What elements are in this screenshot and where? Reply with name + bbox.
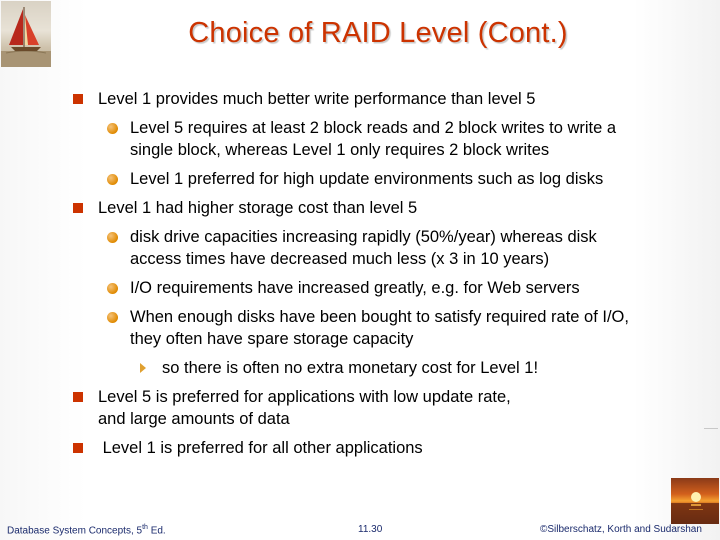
square-bullet-icon: [73, 203, 83, 213]
round-bullet-icon: [107, 312, 118, 323]
slide-title: Choice of RAID Level (Cont.): [188, 17, 568, 49]
bullet-level-2: [130, 306, 629, 350]
square-bullet-icon: [73, 94, 83, 104]
bullet-level-3: so there is often no extra monetary cost for Level 1!: [162, 359, 539, 377]
bullet-line: disk drive capacities increasing rapidly (50%/year) whereas disk: [130, 228, 597, 246]
footer-slide-number: 11.30: [358, 524, 383, 535]
footer-book-title: [7, 524, 166, 536]
edge-divider: [704, 428, 718, 429]
footer-superscript: th: [142, 524, 148, 531]
bullet-line: Level 5 is preferred for applications with low update rate,: [98, 388, 511, 406]
round-bullet-icon: [107, 283, 118, 294]
footer-book-text: Database System Concepts, 5: [7, 525, 143, 537]
bullet-line: Level 5 requires at least 2 block reads and 2 block writes to write a: [130, 119, 617, 137]
footer-book-edition: Ed.: [147, 525, 166, 537]
bullet-level-1: Level 1 had higher storage cost than level 5: [98, 199, 418, 217]
bullet-line: When enough disks have been bought to satisfy required rate of I/O,: [130, 308, 629, 326]
bullet-line: single block, whereas Level 1 only requires 2 block writes: [130, 141, 550, 159]
bullet-level-2: [130, 117, 616, 161]
bullet-line: they often have spare storage capacity: [130, 330, 414, 348]
bullet-level-1: Level 1 provides much better write performance than level 5: [98, 90, 536, 108]
arrow-bullet-icon: [140, 363, 146, 373]
bullet-level-1: Level 1 is preferred for all other applications: [98, 439, 423, 457]
bullet-line: access times have decreased much less (x 3 in 10 years): [130, 250, 550, 268]
bullet-line: and large amounts of data: [98, 410, 290, 428]
bullet-level-1: [98, 386, 511, 430]
bullet-level-2: [130, 226, 597, 270]
square-bullet-icon: [73, 392, 83, 402]
sunset-photo: [671, 478, 719, 524]
footer-copyright: ©Silberschatz, Korth and Sudarshan: [540, 524, 702, 535]
round-bullet-icon: [107, 174, 118, 185]
round-bullet-icon: [107, 232, 118, 243]
bullet-level-2: Level 1 preferred for high update environments such as log disks: [130, 170, 604, 188]
bullet-level-2: I/O requirements have increased greatly, e.g. for Web servers: [130, 279, 580, 297]
square-bullet-icon: [73, 443, 83, 453]
round-bullet-icon: [107, 123, 118, 134]
